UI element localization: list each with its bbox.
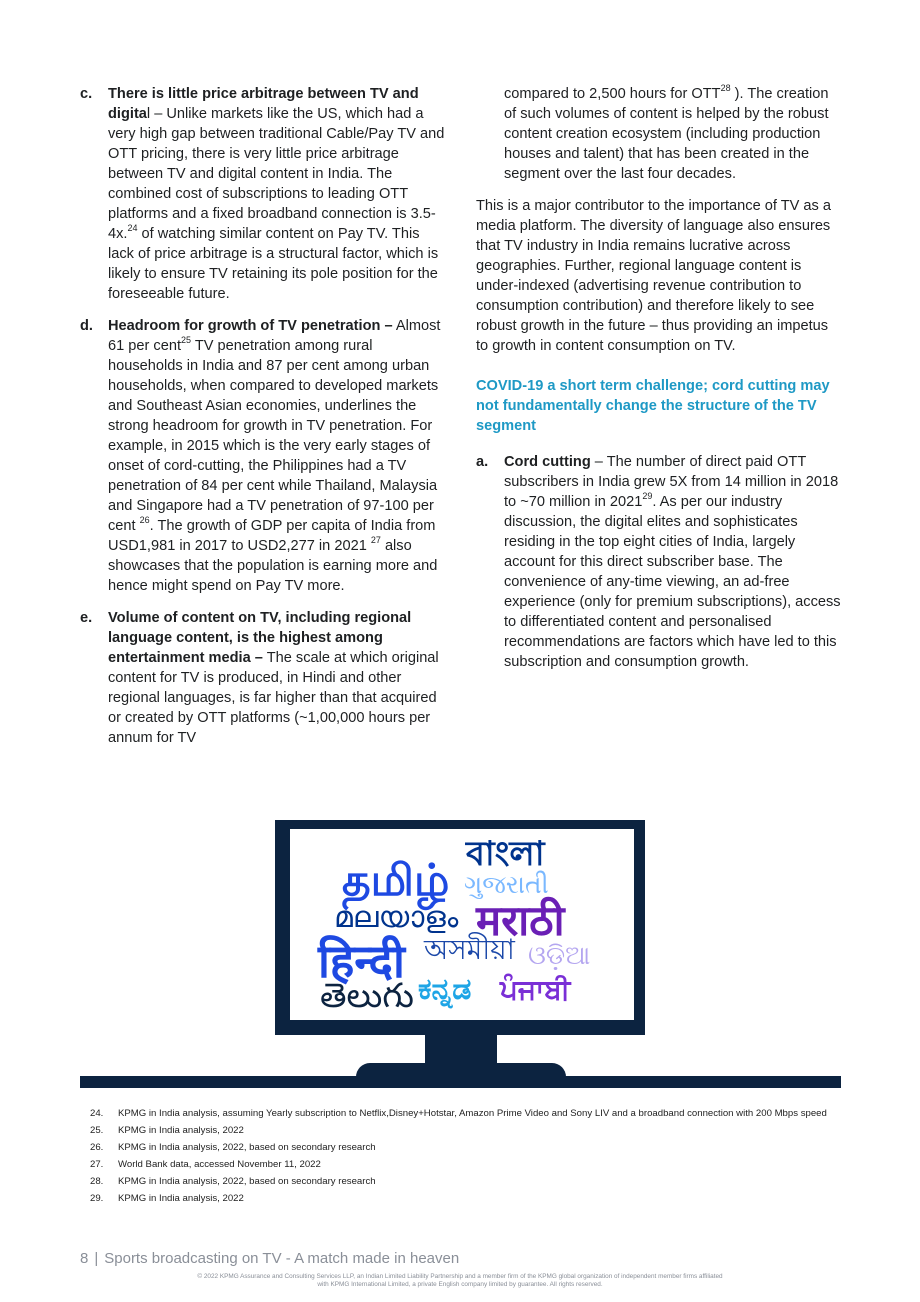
word-gujarati: ગુજરાતી bbox=[464, 870, 549, 899]
footer-title: Sports broadcasting on TV - A match made in heaven bbox=[104, 1250, 460, 1267]
footnote-text: KPMG in India analysis, assuming Yearly subscription to Netflix,Disney+Hotstar, Amazon Prime Video and Sony LIV and a broadband connection with 200 Mbps speed bbox=[118, 1108, 827, 1119]
list-label: e. bbox=[80, 610, 93, 626]
item-text: The scale at which original content for TV is produced, in Hindi and other regional languages, is far higher than that acquired or created by OTT platforms (~1,00,000 hours per annum for TV bbox=[108, 650, 439, 746]
item-text: – The number of direct paid OTT subscribers in India grew 5X from 14 million in 2018 to ~70 million in 2021 bbox=[504, 454, 839, 510]
word-punjabi: ਪੰਜਾਬੀ bbox=[500, 973, 571, 1006]
word-malayalam: മലയാളം bbox=[334, 900, 459, 935]
tv-neck bbox=[425, 1030, 497, 1070]
item-heading: Volume of content on TV, including regional language content, is the highest among entertainment media – bbox=[108, 610, 412, 666]
footnote-ref: 25 bbox=[181, 335, 192, 346]
footnote-number: 24. bbox=[90, 1108, 104, 1119]
body-paragraph: This is a major contributor to the importance of TV as a media platform. The diversity of language also ensures that TV industry in India remains lucrative across geographies. Further, regional language content is under-indexed (advertising revenue contribution to consumption contribution) and therefore likely to see robust growth in the future – thus providing an impetus to growth in content consumption on TV. bbox=[476, 198, 832, 354]
right-column bbox=[476, 84, 844, 684]
footnote-text: KPMG in India analysis, 2022, based on secondary research bbox=[118, 1176, 376, 1187]
page-footer bbox=[80, 1250, 459, 1267]
footnote-number: 28. bbox=[90, 1176, 104, 1187]
list-label: c. bbox=[80, 86, 93, 102]
list-label: a. bbox=[476, 454, 489, 470]
footnote bbox=[90, 1193, 830, 1205]
word-kannada: ಕನ್ನಡ bbox=[418, 972, 472, 1007]
item-text: Almost 61 per cent bbox=[108, 318, 441, 354]
item-text: ). The creation of such volumes of content is helped by the robust content creation ecosystem (including production houses and talent) that has been created in the segment over the last four decades. bbox=[504, 86, 829, 182]
word-hindi: हिन्दी bbox=[318, 934, 405, 988]
copyright-notice bbox=[0, 1273, 920, 1289]
item-heading: Cord cutting bbox=[504, 454, 591, 470]
footnote-ref: 26 bbox=[139, 515, 150, 526]
footnote bbox=[90, 1142, 830, 1154]
word-marathi: मराठी bbox=[476, 896, 565, 945]
list-item-e bbox=[80, 608, 448, 748]
footnote-text: KPMG in India analysis, 2022, based on secondary research bbox=[118, 1142, 376, 1153]
item-text: – Unlike markets like the US, which had a very high gap between traditional Cable/Pay TV and OTT pricing, there is very little price arbitrage between TV and digital content in India. The combined cost of subscriptions to leading OTT platforms and a fixed broadband connection is 3.5-4x. bbox=[108, 106, 445, 242]
word-bangla: বাংলা bbox=[466, 834, 545, 874]
item-text: compared to 2,500 hours for OTT bbox=[504, 86, 721, 102]
footnote-number: 26. bbox=[90, 1142, 104, 1153]
copyright-line: © 2022 KPMG Assurance and Consulting Services LLP, an Indian Limited Liability Partnership and a member firm of the KPMG global organization of independent member firms affiliated bbox=[197, 1273, 723, 1280]
footnote-text: World Bank data, accessed November 11, 2022 bbox=[118, 1159, 321, 1170]
word-odia: ଓଡ଼ିଆ bbox=[528, 941, 591, 971]
footnote-number: 29. bbox=[90, 1193, 104, 1204]
language-wordcloud bbox=[290, 829, 634, 1020]
footnote-ref: 27 bbox=[370, 535, 381, 546]
list-item-c bbox=[80, 84, 448, 304]
item-heading-end: l bbox=[146, 106, 151, 122]
word-tamil: தமிழ் bbox=[342, 855, 450, 906]
list-item-e-continued bbox=[476, 84, 844, 184]
footnote bbox=[90, 1108, 830, 1120]
word-assamese: অসমীয়া bbox=[424, 933, 515, 966]
item-text: of watching similar content on Pay TV. This lack of price arbitrage is a structural factor, which is likely to ensure TV retaining its pole position for the foreseeable future. bbox=[108, 226, 439, 302]
left-column bbox=[80, 84, 448, 760]
item-text: TV penetration among rural households in India and 87 per cent among urban households, when compared to developed markets and Southeast Asian economies, underlines the strong headroom for growth in TV penetration. For example, in 2015 which is the very early stages of onset of cord-cutting, the Philippines had a TV penetration of 84 per cent while Thailand, Malaysia and Singapore had a TV penetration of 97-100 per cent bbox=[108, 338, 439, 534]
item-text: . The growth of GDP per capita of India from USD1,981 in 2017 to USD2,277 in 2021 bbox=[108, 518, 436, 554]
footnote-text: KPMG in India analysis, 2022 bbox=[118, 1125, 244, 1136]
item-heading: Headroom for growth of TV penetration – bbox=[108, 318, 393, 334]
footer-separator: | bbox=[94, 1250, 99, 1267]
footnote-text: KPMG in India analysis, 2022 bbox=[118, 1193, 244, 1204]
list-item-a bbox=[476, 452, 844, 672]
item-heading: There is little price arbitrage between TV and digita bbox=[108, 86, 419, 122]
list-item-d bbox=[80, 316, 448, 596]
list-label: d. bbox=[80, 318, 93, 334]
section-heading: COVID-19 a short term challenge; cord cutting may not fundamentally change the structure of the TV segment bbox=[476, 378, 830, 434]
item-text: . As per our industry discussion, the digital elites and sophisticates residing in the top eight cities of India, largely account for this direct subscriber base. The convenience of any-time viewing, an ad-free experience (only for premium subscriptions), access to differentiated content and personalised recommendations are factors which have led to this subscription and consumption growth. bbox=[504, 494, 841, 670]
word-telugu: తెలుగు bbox=[320, 976, 414, 1016]
footnote bbox=[90, 1176, 830, 1188]
item-text: also showcases that the population is earning more and hence might spend on Pay TV more. bbox=[108, 538, 438, 594]
footnotes bbox=[90, 1108, 830, 1210]
footnote bbox=[90, 1125, 830, 1137]
footnote-number: 27. bbox=[90, 1159, 104, 1170]
footnote-ref: 24 bbox=[127, 223, 138, 234]
footnote-ref: 29 bbox=[642, 491, 653, 502]
page-number: 8 bbox=[80, 1250, 89, 1267]
footnote-ref: 28 bbox=[720, 83, 731, 94]
footnote bbox=[90, 1159, 830, 1171]
copyright-line: with KPMG International Limited, a private English company limited by guarantee. All rights reserved. bbox=[317, 1281, 603, 1288]
footnote-number: 25. bbox=[90, 1125, 104, 1136]
